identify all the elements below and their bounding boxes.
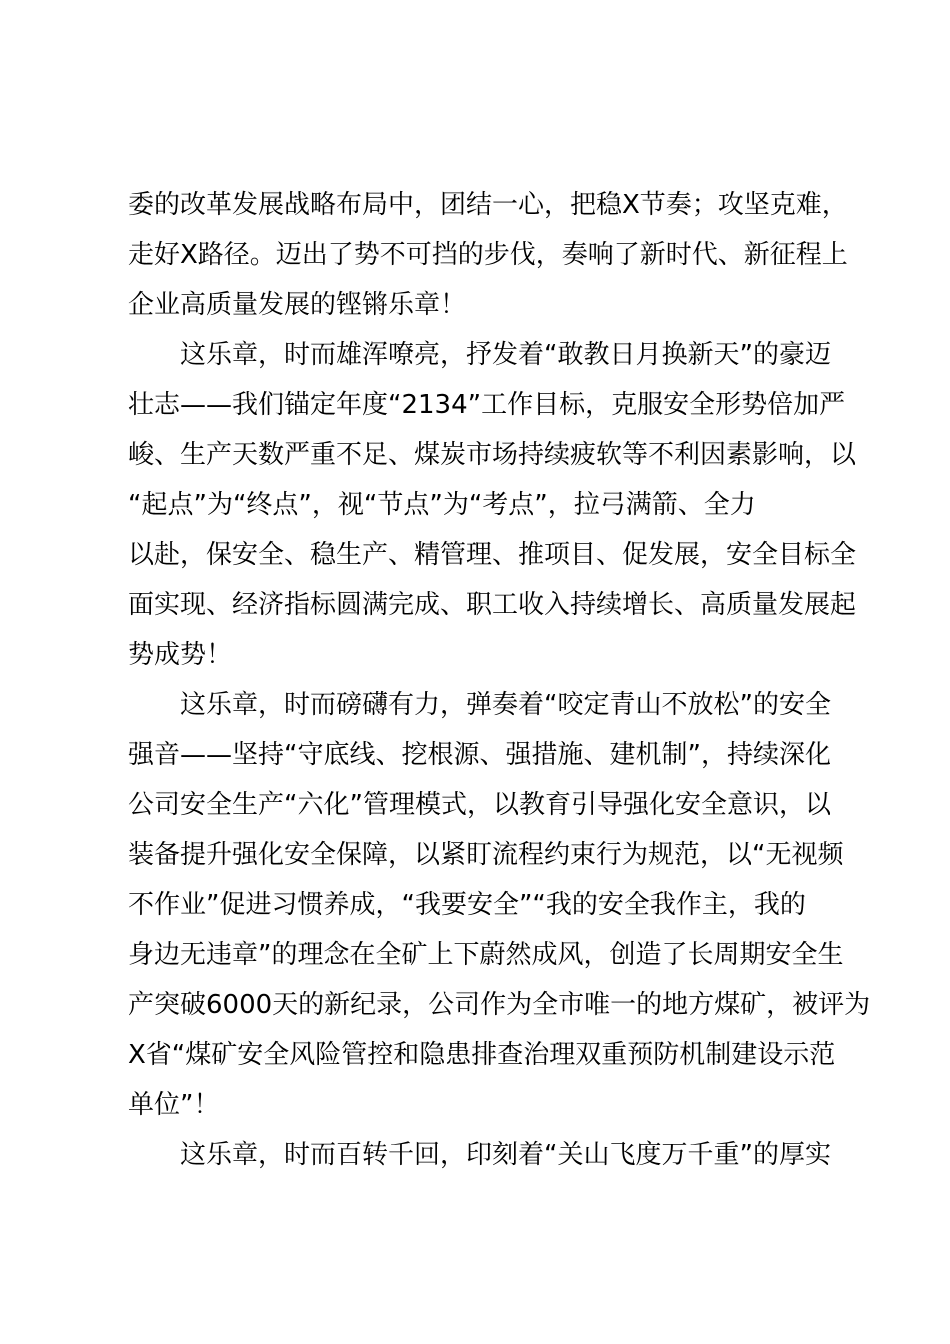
text-line: 峻、生产天数严重不足、煤炭市场持续疲软等不利因素影响，以 bbox=[128, 440, 857, 470]
text-line: X省“煤矿安全风险管控和隐患排查治理双重预防机制建设示范 bbox=[128, 1040, 836, 1070]
paragraph-start-line: 这乐章，时而磅礴有力，弹奏着“咬定青山不放松”的安全 bbox=[180, 690, 831, 720]
text-line: 势成势！ bbox=[128, 640, 233, 670]
text-line: 装备提升强化安全保障，以紧盯流程约束行为规范，以“无视频 bbox=[128, 840, 844, 870]
text-line: 壮志——我们锚定年度“2134”工作目标，克服安全形势倍加严 bbox=[128, 390, 846, 420]
text-line: 委的改革发展战略布局中，团结一心，把稳X节奏；攻坚克难， bbox=[128, 190, 848, 220]
text-line: 走好X路径。迈出了势不可挡的步伐，奏响了新时代、新征程上 bbox=[128, 240, 848, 270]
text-line: “起点”为“终点”，视“节点”为“考点”，拉弓满箭、全力 bbox=[128, 490, 756, 520]
text-line: 不作业”促进习惯养成，“我要安全”“我的安全我作主，我的 bbox=[128, 890, 806, 920]
body-text bbox=[128, 180, 871, 1180]
text-line: 身边无违章”的理念在全矿上下蔚然成风，创造了长周期安全生 bbox=[128, 940, 844, 970]
paragraph-start-line: 这乐章，时而百转千回，印刻着“关山飞度万千重”的厚实 bbox=[180, 1140, 831, 1170]
text-line: 以赴，保安全、稳生产、精管理、推项目、促发展，安全目标全 bbox=[128, 540, 857, 570]
text-line: 强音——坚持“守底线、挖根源、强措施、建机制”，持续深化 bbox=[128, 740, 831, 770]
text-line: 面实现、经济指标圆满完成、职工收入持续增长、高质量发展起 bbox=[128, 590, 857, 620]
text-line: 单位”！ bbox=[128, 1090, 220, 1120]
text-line: 公司安全生产“六化”管理模式，以教育引导强化安全意识，以 bbox=[128, 790, 831, 820]
text-line: 企业高质量发展的铿锵乐章！ bbox=[128, 290, 467, 320]
text-line: 产突破6000天的新纪录，公司作为全市唯一的地方煤矿，被评为 bbox=[128, 990, 871, 1020]
paragraph-start-line: 这乐章，时而雄浑嘹亮，抒发着“敢教日月换新天”的豪迈 bbox=[180, 340, 831, 370]
